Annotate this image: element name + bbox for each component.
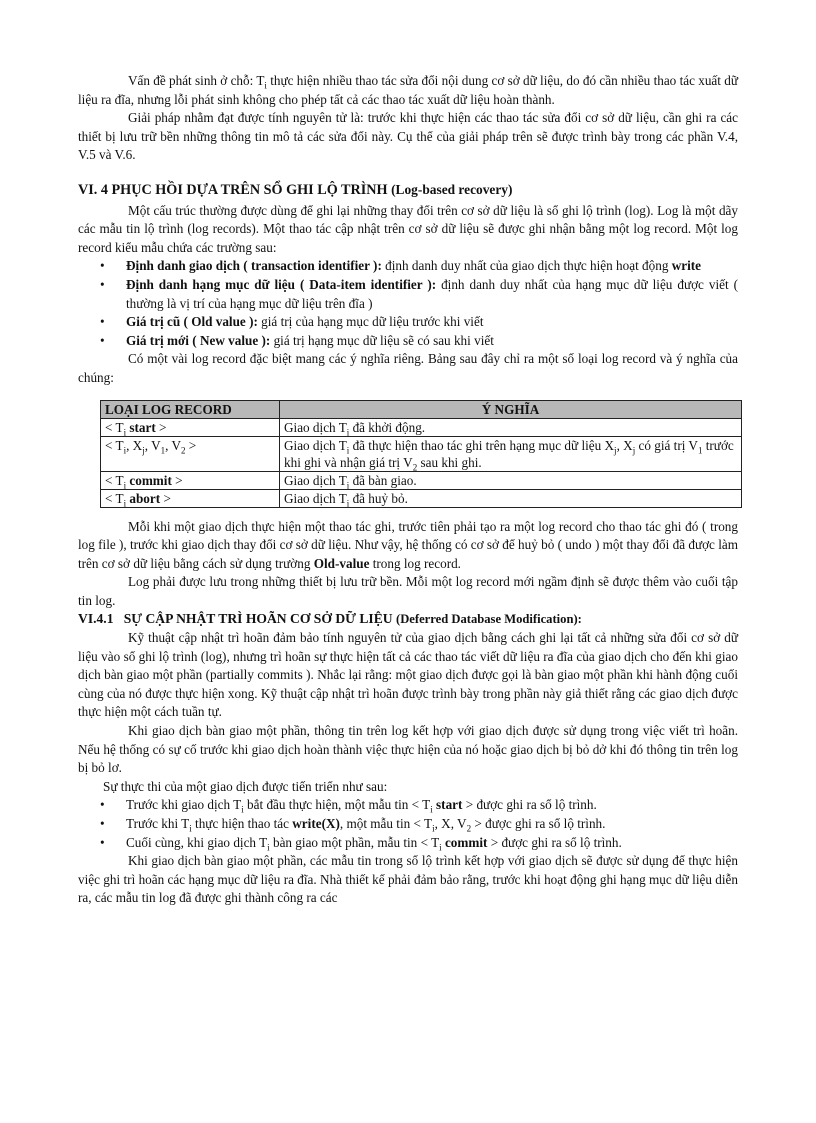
paragraph: Sự thực thi của một giao dịch được tiến triển như sau:	[103, 778, 388, 794]
table-cell-meaning: Giao dịch $T_i$ đã huỷ bỏ.	[280, 489, 742, 507]
field-desc: giá trị hạng mục dữ liệu sẽ có sau khi viết	[270, 332, 494, 348]
subsection-number: VI.4.1	[78, 611, 114, 627]
field-term: Định danh giao dịch ( transaction identifier ):	[126, 258, 382, 274]
field-desc: định danh duy nhất của giao dịch thực hiện hoạt động	[381, 258, 672, 274]
log-record-table	[100, 400, 742, 508]
table-intro: Có một vài log record đặc biệt mang các ý nghĩa riêng. Bảng sau đây chỉ ra một số loại log record và ý nghĩa của chúng:	[78, 351, 738, 385]
section-title-en: (Log-based recovery)	[391, 181, 513, 197]
paragraph: Vấn đề phát sinh ở chỗ: $T_i$ thực hiện nhiều thao tác sửa đổi nội dung cơ sở dữ liệu, do đó cần nhiều thao tác xuất dữ liệu ra đĩa, nhưng lỗi phát sinh không cho phép tất cả các thao tác xuất dữ liệu hoàn thành.	[78, 73, 738, 107]
field-term: Giá trị mới ( New value ):	[126, 332, 271, 348]
subsection-title: SỰ CẬP NHẬT TRÌ HOÃN CƠ SỞ DỮ LIỆU	[123, 611, 393, 627]
section-heading	[78, 181, 738, 200]
paragraph: Kỹ thuật cập nhật trì hoãn đảm bảo tính nguyên tử của giao dịch bằng cách ghi lại tất cả những sửa đổi cơ sở dữ liệu vào sổ ghi lộ trình (log), nhưng trì hoãn sự thực hiện tất cả các thao tác viết dữ liệu ra đĩa của giao dịch cho đến khi giao dịch bàn giao một phần (partially commits ). Nhắc lại rằng: một giao dịch được gọi là bàn giao một phần khi hành động cuối cùng của nó được thực hiện xong. Kỹ thuật cập nhật trì hoãn được trình bày trong phần này giả thiết rằng các giao dịch được thực hiện một cách tuần tự.	[78, 630, 738, 720]
subsection-title-en: (Deferred Database Modification):	[396, 612, 582, 627]
step-list	[78, 796, 738, 852]
field-term: Giá trị cũ ( Old value ):	[126, 314, 258, 330]
table-header-cell: Ý NGHĨA	[280, 400, 742, 418]
table-row	[101, 489, 742, 507]
table-cell-record: < $T_i$ start >	[101, 418, 280, 436]
table-cell-record: < $T_i$ commit >	[101, 471, 280, 489]
field-term: Định danh hạng mục dữ liệu ( Data-item identifier ):	[126, 276, 437, 292]
paragraph: Khi giao dịch bàn giao một phần, các mẫu tin trong sổ lộ trình kết hợp với giao dịch sẽ được sử dụng để thực hiện việc ghi trì hoãn các hạng mục dữ liệu ra đĩa. Nhà thiết kế phải đảm bảo rằng, trước khi hoạt động ghi hạng mục dữ liệu diễn ra, các mẫu tin log đã được ghi thành công ra các	[78, 853, 738, 906]
paragraph: Log phải được lưu trong những thiết bị lưu trữ bền. Mỗi một log record mới ngầm định sẽ được thêm vào cuối tập tin log.	[78, 574, 738, 608]
field-tail: write	[671, 258, 702, 274]
table-cell-meaning: Giao dịch $T_i$ đã bàn giao.	[280, 471, 742, 489]
field-desc: giá trị của hạng mục dữ liệu trước khi viết	[257, 314, 484, 330]
paragraph: Mỗi khi một giao dịch thực hiện một thao tác ghi, trước tiên phải tạo ra một log record cho thao tác ghi đó ( trong log file ), trước khi giao dịch thay đổi cơ sở dữ liệu. Như vậy, hệ thống có cơ sở để huỷ bỏ ( undo ) một thay đổi đã được làm trên cơ sở dữ liệu bằng cách sử dụng trường Old-value trong log record.	[78, 518, 738, 571]
table-cell-record: < $T_i$ abort >	[101, 489, 280, 507]
table-header-cell: LOẠI LOG RECORD	[101, 400, 280, 418]
log-record-table-wrapper	[100, 400, 742, 508]
table-header-row	[101, 400, 742, 418]
list-item	[126, 332, 738, 351]
table-cell-meaning: Giao dịch $T_i$ đã thực hiện thao tác ghi trên hạng mục dữ liệu $X_j$, $X_j$ có giá trị $V_1$ trước khi ghi và nhận giá trị $V_2$ sau khi ghi.	[280, 436, 742, 471]
field-list	[78, 257, 738, 350]
table-cell-record: < $T_i$, $X_j$, $V_1$, $V_2$ >	[101, 436, 280, 471]
document-page	[78, 72, 738, 908]
paragraph: Khi giao dịch bàn giao một phần, thông tin trên log kết hợp với giao dịch được sử dụng trong việc viết trì hoãn. Nếu hệ thống có sự cố trước khi giao dịch hoàn thành việc thực hiện của nó hoặc giao dịch bị bỏ dở khi đó thông tin trên log bị bỏ lơ.	[78, 723, 738, 776]
table-row	[101, 471, 742, 489]
paragraph: Giải pháp nhằm đạt được tính nguyên tử là: trước khi thực hiện các thao tác sửa đổi cơ sở dữ liệu, cần ghi ra các thiết bị lưu trữ bền những thông tin mô tả các sửa đổi này. Cụ thể của giải pháp trên sẽ được trình bày trong các phần V.4, V.5 và V.6.	[78, 110, 738, 163]
list-item: • Trước khi giao dịch $T_i$ bắt đầu thực hiện, một mẫu tin < $T_i$ start > được ghi ra sổ lộ trình.	[126, 796, 738, 815]
list-item: • Cuối cùng, khi giao dịch $T_i$ bàn giao một phần, mẫu tin < $T_i$ commit > được ghi ra sổ lộ trình.	[126, 834, 738, 853]
table-row	[101, 436, 742, 471]
table-cell-meaning: Giao dịch $T_i$ đã khởi động.	[280, 418, 742, 436]
field-desc: định danh duy nhất của hạng mục dữ liệu được viết ( thường là vị trí của hạng mục dữ liệu trên đĩa )	[126, 276, 738, 311]
subsection-heading	[78, 610, 738, 629]
list-item	[126, 257, 738, 276]
list-item: • Trước khi $T_i$ thực hiện thao tác write(X), một mẫu tin < $T_i$, X, $V_2$ > được ghi ra sổ lộ trình.	[126, 815, 738, 834]
list-item	[126, 313, 738, 332]
section-title: VI. 4 PHỤC HỒI DỰA TRÊN SỔ GHI LỘ TRÌNH	[78, 181, 388, 198]
table-row	[101, 418, 742, 436]
section-intro: Một cấu trúc thường được dùng để ghi lại những thay đổi trên cơ sở dữ liệu là sổ ghi lộ trình (log). Log là một dãy các mẫu tin lộ trình (log records). Một thao tác cập nhật trên cơ sở dữ liệu sẽ được ghi nhận bằng một log record. Một log record kiểu mẫu chứa các trường sau:	[78, 202, 738, 255]
list-item	[126, 276, 738, 313]
